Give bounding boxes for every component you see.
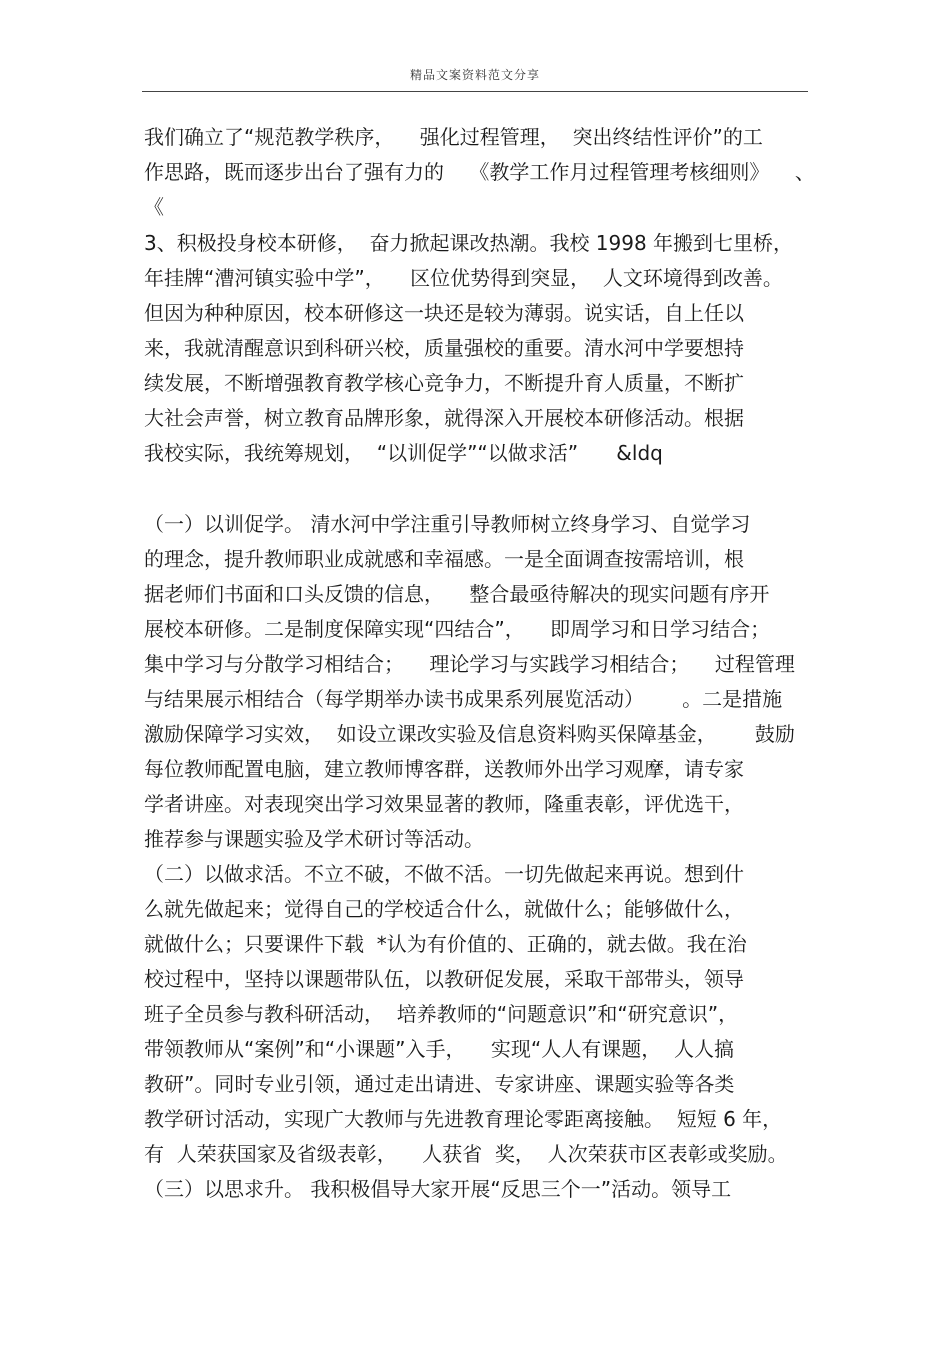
paragraph-line: 我们确立了“规范教学秩序， 强化过程管理， 突出终结性评价”的工 (144, 125, 763, 149)
paragraph-line: 展校本研修。二是制度保障实现“四结合”， 即周学习和日学习结合； (144, 617, 771, 641)
paragraph-line: 续发展，不断增强教育教学核心竞争力，不断提升育人质量，不断扩 (144, 371, 744, 395)
paragraph-line: 与结果展示相结合（每学期举办读书成果系列展览活动） 。二是措施 (144, 687, 783, 711)
paragraph-line: 学者讲座。对表现突出学习效果显著的教师，隆重表彰，评优选干， (144, 792, 744, 816)
paragraph-line: （一）以训促学。 清水河中学注重引导教师树立终身学习、自觉学习 (144, 512, 751, 536)
paragraph-line: （二）以做求活。不立不破，不做不活。一切先做起来再说。想到什 (144, 862, 744, 886)
paragraph-line: 3、积极投身校本研修， 奋力掀起课改热潮。我校 1998 年搬到七里桥， (144, 231, 794, 255)
paragraph-line: 的理念，提升教师职业成就感和幸福感。一是全面调查按需培训，根 (144, 547, 744, 571)
paragraph-line: 就做什么；只要课件下载 *认为有价值的、正确的，就去做。我在治 (144, 932, 747, 956)
paragraph-line: 带领教师从“案例”和“小课题”入手， 实现“人人有课题， 人人搞 (144, 1037, 734, 1061)
paragraph-line: 作思路，既而逐步出台了强有力的 《教学工作月过程管理考核细则》 、 (144, 160, 815, 184)
paragraph-line: 大社会声誉，树立教育品牌形象，就得深入开展校本研修活动。根据 (144, 406, 744, 430)
paragraph-line: 我校实际，我统筹规划， “以训促学”“以做求活” &ldq (144, 441, 663, 465)
paragraph-line: 激励保障学习实效， 如设立课改实验及信息资料购买保障基金， 鼓励 (144, 722, 795, 746)
paragraph-line: 据老师们书面和口头反馈的信息， 整合最亟待解决的现实问题有序开 (144, 582, 770, 606)
paragraph-line: 来，我就清醒意识到科研兴校，质量强校的重要。清水河中学要想持 (144, 336, 744, 360)
paragraph-line: 《 (144, 195, 164, 219)
page-header: 精品文案资料范文分享 (409, 68, 540, 82)
paragraph-line: 校过程中，坚持以课题带队伍，以教研促发展，采取干部带头，领导 (144, 967, 744, 991)
paragraph-line: 教学研讨活动，实现广大教师与先进教育理论零距离接触。 短短 6 年， (144, 1107, 783, 1131)
paragraph-line: 班子全员参与教科研活动， 培养教师的“问题意识”和“研究意识”， (144, 1002, 739, 1026)
paragraph-line: 集中学习与分散学习相结合； 理论学习与实践学习相结合； 过程管理 (144, 652, 795, 676)
paragraph-line: 教研”。同时专业引领，通过走出请进、专家讲座、课题实验等各类 (144, 1072, 735, 1096)
paragraph-line: 么就先做起来；觉得自己的学校适合什么，就做什么；能够做什么， (144, 897, 744, 921)
paragraph-line: 有 人荣获国家及省级表彰， 人获省 奖， 人次荣获市区表彰或奖励。 (144, 1142, 788, 1166)
paragraph-line: 但因为种种原因，校本研修这一块还是较为薄弱。说实话，自上任以 (144, 301, 744, 325)
paragraph-line: 推荐参与课题实验及学术研讨等活动。 (144, 827, 484, 851)
paragraph-line: 每位教师配置电脑，建立教师博客群，送教师外出学习观摩，请专家 (144, 757, 744, 781)
paragraph-line: 年挂牌“漕河镇实验中学”， 区位优势得到突显， 人文环境得到改善。 (144, 266, 783, 290)
paragraph-line: （三）以思求升。 我积极倡导大家开展“反思三个一”活动。领导工 (144, 1177, 732, 1201)
